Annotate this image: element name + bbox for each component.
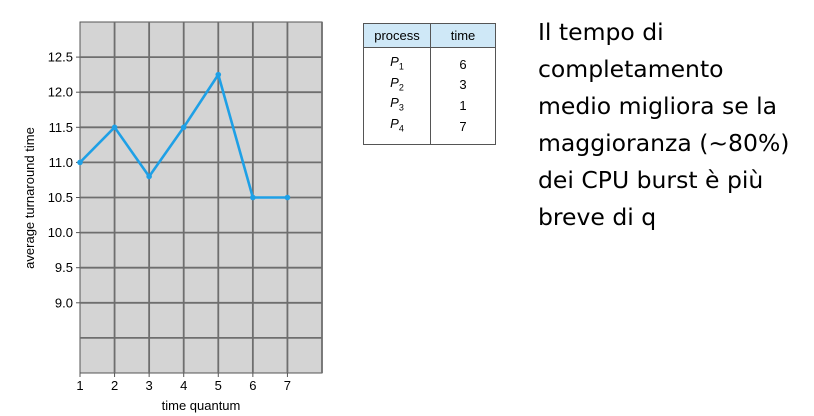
x-tick-label: 3 xyxy=(145,378,153,393)
process-name: $P_1$ xyxy=(364,48,431,75)
header-process: process xyxy=(364,24,431,48)
x-tick-label: 6 xyxy=(249,378,257,393)
description-line: dei CPU burst è più xyxy=(538,166,764,194)
process-time: 6 xyxy=(431,48,496,75)
x-tick-label: 4 xyxy=(180,378,188,393)
y-tick-label: 10.0 xyxy=(47,225,73,241)
y-tick-label: 12.0 xyxy=(47,84,73,100)
y-tick-label: 9.0 xyxy=(54,295,73,311)
table-row xyxy=(364,75,496,96)
table-header-row xyxy=(364,24,496,48)
description-line: breve di q xyxy=(538,203,657,231)
y-tick-label: 10.5 xyxy=(47,190,73,205)
y-axis-label: average turnaround time xyxy=(22,127,37,269)
process-table xyxy=(363,23,496,145)
y-tick-label: 9.5 xyxy=(54,260,73,276)
process-name: $P_2$ xyxy=(364,75,431,96)
table-row xyxy=(364,95,496,116)
y-tick-label: 12.5 xyxy=(47,49,73,65)
data-point xyxy=(77,160,83,166)
description-line: Il tempo di xyxy=(538,18,664,46)
table-row xyxy=(364,48,496,75)
x-tick-label: 1 xyxy=(76,378,84,393)
description-line: maggioranza (~80%) xyxy=(538,129,790,157)
description-text xyxy=(538,14,808,236)
header-time: time xyxy=(431,24,496,48)
data-point xyxy=(146,174,152,180)
process-name: $P_4$ xyxy=(364,116,431,145)
description-line: completamento xyxy=(538,55,724,83)
description-line: medio migliora se la xyxy=(538,92,778,120)
data-point xyxy=(250,195,256,201)
process-time: 7 xyxy=(431,116,496,145)
table-row xyxy=(364,116,496,145)
x-axis-label: time quantum xyxy=(161,398,241,413)
turnaround-chart xyxy=(0,0,340,416)
data-point xyxy=(112,125,118,131)
process-name: $P_3$ xyxy=(364,95,431,116)
x-tick-label: 5 xyxy=(214,378,222,393)
data-point xyxy=(215,72,221,78)
data-point xyxy=(285,195,291,201)
process-time: 1 xyxy=(431,95,496,116)
data-point xyxy=(181,125,187,131)
x-tick-label: 7 xyxy=(283,378,292,393)
process-time: 3 xyxy=(431,75,496,96)
y-tick-label: 11.5 xyxy=(48,119,73,135)
x-tick-label: 2 xyxy=(110,378,119,393)
y-tick-label: 11.0 xyxy=(48,154,73,170)
